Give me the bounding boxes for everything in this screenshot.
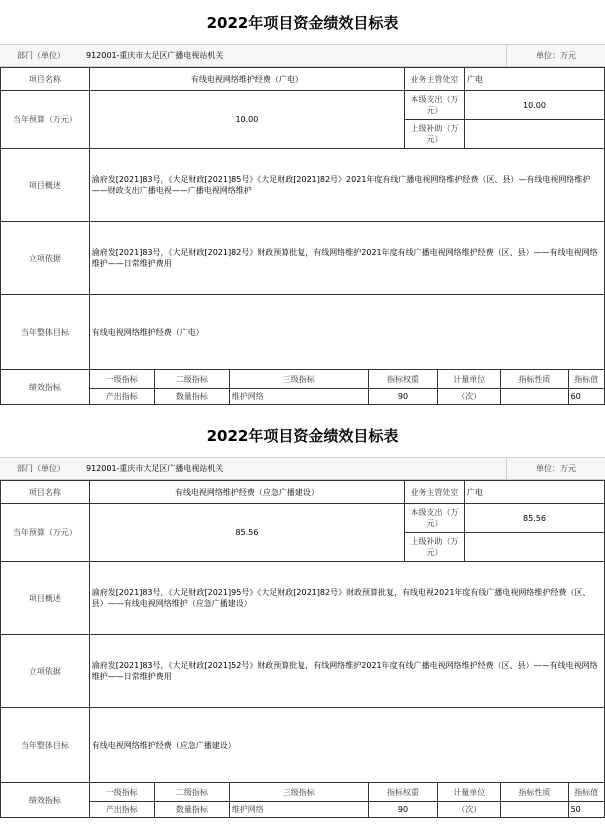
this-year-label: 本级支出（万元） <box>405 504 465 533</box>
unit-value: 912001-重庆市大足区广播电视站机关 <box>86 464 224 473</box>
data-cell <box>501 802 568 818</box>
perf-label: 绩效指标 <box>1 783 90 818</box>
overview-label: 项目概述 <box>1 149 90 222</box>
header-cell: 计量单位 <box>438 783 501 802</box>
target-label: 当年整体目标 <box>1 708 90 783</box>
data-cell: （次） <box>438 802 501 818</box>
money-unit: 单位：万元 <box>506 458 605 479</box>
overview-text: 渝府发[2021]83号，《大足财政[2021]85号》《大足财政[2021]82号》2021年度有线广播电视网络维护经费（区、县）—有线电视网络维护——财政支出广播电视——广播电视网络维护 <box>89 149 604 222</box>
unit-label: 部门（单位） <box>17 464 65 473</box>
unit-label: 部门（单位） <box>17 51 65 60</box>
data-cell: 维护网络 <box>229 389 368 405</box>
header-cell: 一级指标 <box>89 370 154 389</box>
header-cell: 指标权重 <box>368 370 437 389</box>
data-cell: 维护网络 <box>229 802 368 818</box>
header-cell: 一级指标 <box>89 783 154 802</box>
project-name: 有线电视网络维护经费（广电） <box>89 68 404 91</box>
title-row <box>0 413 605 458</box>
target-text: 有线电视网络维护经费（应急广播建设） <box>89 708 604 783</box>
other-value <box>464 533 604 562</box>
basis-label: 立项依据 <box>1 635 90 708</box>
data-cell: 产出指标 <box>89 802 154 818</box>
target-text: 有线电视网络维护经费（广电） <box>89 295 604 370</box>
header-cell: 指标值 <box>568 783 604 802</box>
data-cell <box>501 389 568 405</box>
data-cell: （次） <box>438 389 501 405</box>
header-cell: 指标性质 <box>501 370 568 389</box>
data-cell: 产出指标 <box>89 389 154 405</box>
header-cell: 三级指标 <box>229 783 368 802</box>
basis-label: 立项依据 <box>1 222 90 295</box>
performance-table <box>0 67 605 405</box>
business-dept: 广电 <box>464 68 604 91</box>
data-cell: 60 <box>568 389 604 405</box>
performance-sheet <box>0 413 605 826</box>
business-dept-label: 业务主管处室 <box>405 481 465 504</box>
data-cell: 90 <box>368 802 437 818</box>
header-cell: 计量单位 <box>438 370 501 389</box>
money-unit: 单位：万元 <box>506 45 605 66</box>
performance-table <box>0 480 605 818</box>
data-cell: 数量指标 <box>154 389 229 405</box>
title-row <box>0 0 605 45</box>
other-label: 上级补助（万元） <box>405 533 465 562</box>
unit-row <box>0 458 605 480</box>
data-cell: 90 <box>368 389 437 405</box>
sheet-title: 2022年项目资金绩效目标表 <box>206 13 399 32</box>
header-cell: 指标性质 <box>501 783 568 802</box>
data-cell: 数量指标 <box>154 802 229 818</box>
header-cell: 二级指标 <box>154 783 229 802</box>
performance-sheet <box>0 0 605 413</box>
other-value <box>464 120 604 149</box>
target-label: 当年整体目标 <box>1 295 90 370</box>
header-cell: 三级指标 <box>229 370 368 389</box>
header-cell: 指标值 <box>568 370 604 389</box>
unit-value: 912001-重庆市大足区广播电视站机关 <box>86 51 224 60</box>
budget-total: 10.00 <box>89 91 404 149</box>
business-dept-label: 业务主管处室 <box>405 68 465 91</box>
overview-label: 项目概述 <box>1 562 90 635</box>
business-dept: 广电 <box>464 481 604 504</box>
this-year-value: 10.00 <box>464 91 604 120</box>
project-name: 有线电视网络维护经费（应急广播建设） <box>89 481 404 504</box>
project-name-label: 项目名称 <box>1 68 90 91</box>
this-year-label: 本级支出（万元） <box>405 91 465 120</box>
budget-label: 当年预算（万元） <box>1 91 90 149</box>
this-year-value: 85.56 <box>464 504 604 533</box>
sheet-title: 2022年项目资金绩效目标表 <box>206 426 399 445</box>
header-cell: 指标权重 <box>368 783 437 802</box>
overview-text: 渝府发[2021]83号，《大足财政[2021]95号》《大足财政[2021]82号》财政预算批复，有线电视2021年度有线广播电视网络维护经费（区、县）——有线电视网络维护（应急广播建设） <box>89 562 604 635</box>
budget-total: 85.56 <box>89 504 404 562</box>
unit-row <box>0 45 605 67</box>
budget-label: 当年预算（万元） <box>1 504 90 562</box>
project-name-label: 项目名称 <box>1 481 90 504</box>
perf-label: 绩效指标 <box>1 370 90 405</box>
data-cell: 50 <box>568 802 604 818</box>
basis-text: 渝府发[2021]83号，《大足财政[2021]82号》财政预算批复，有线网络维护2021年度有线广播电视网络维护经费（区、县）——有线电视网络维护——日常维护费用 <box>89 222 604 295</box>
basis-text: 渝府发[2021]83号，《大足财政[2021]52号》财政预算批复，有线网络维护2021年度有线广播电视网络维护经费（区、县）——有线电视网络维护——日常维护费用 <box>89 635 604 708</box>
header-cell: 二级指标 <box>154 370 229 389</box>
other-label: 上级补助（万元） <box>405 120 465 149</box>
